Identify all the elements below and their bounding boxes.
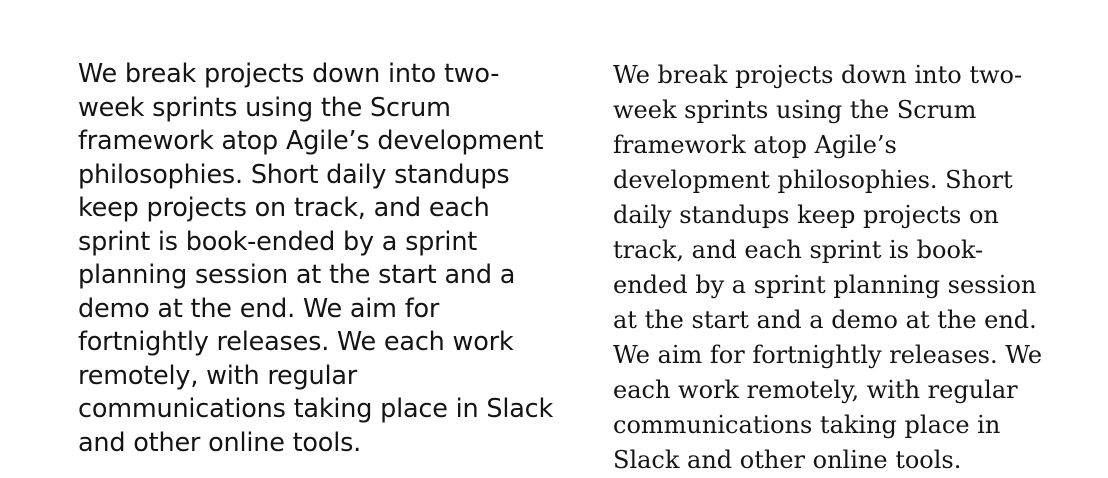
paragraph-serif-specimen: We break projects down into two-week sprints using the Scrum framework atop Agile’s development philosophies. Short daily standups keep projects on track, and each sprint is book-ended by a sprint planning session at the start and a demo at the end. We aim for fortnightly releases. We each work remotely, with regular communications taking place in Slack and other online tools. bbox=[613, 61, 1043, 474]
text-column-sans bbox=[78, 58, 556, 460]
text-column-serif bbox=[613, 58, 1055, 478]
paragraph-sans-specimen: We break projects down into two-week sprints using the Scrum framework atop Agile’s development philosophies. Short daily standups keep projects on track, and each sprint is book-ended by a sprint planning session at the start and a demo at the end. We aim for fortnightly releases. We each work remotely, with regular communications taking place in Slack and other online tools. bbox=[78, 59, 554, 458]
